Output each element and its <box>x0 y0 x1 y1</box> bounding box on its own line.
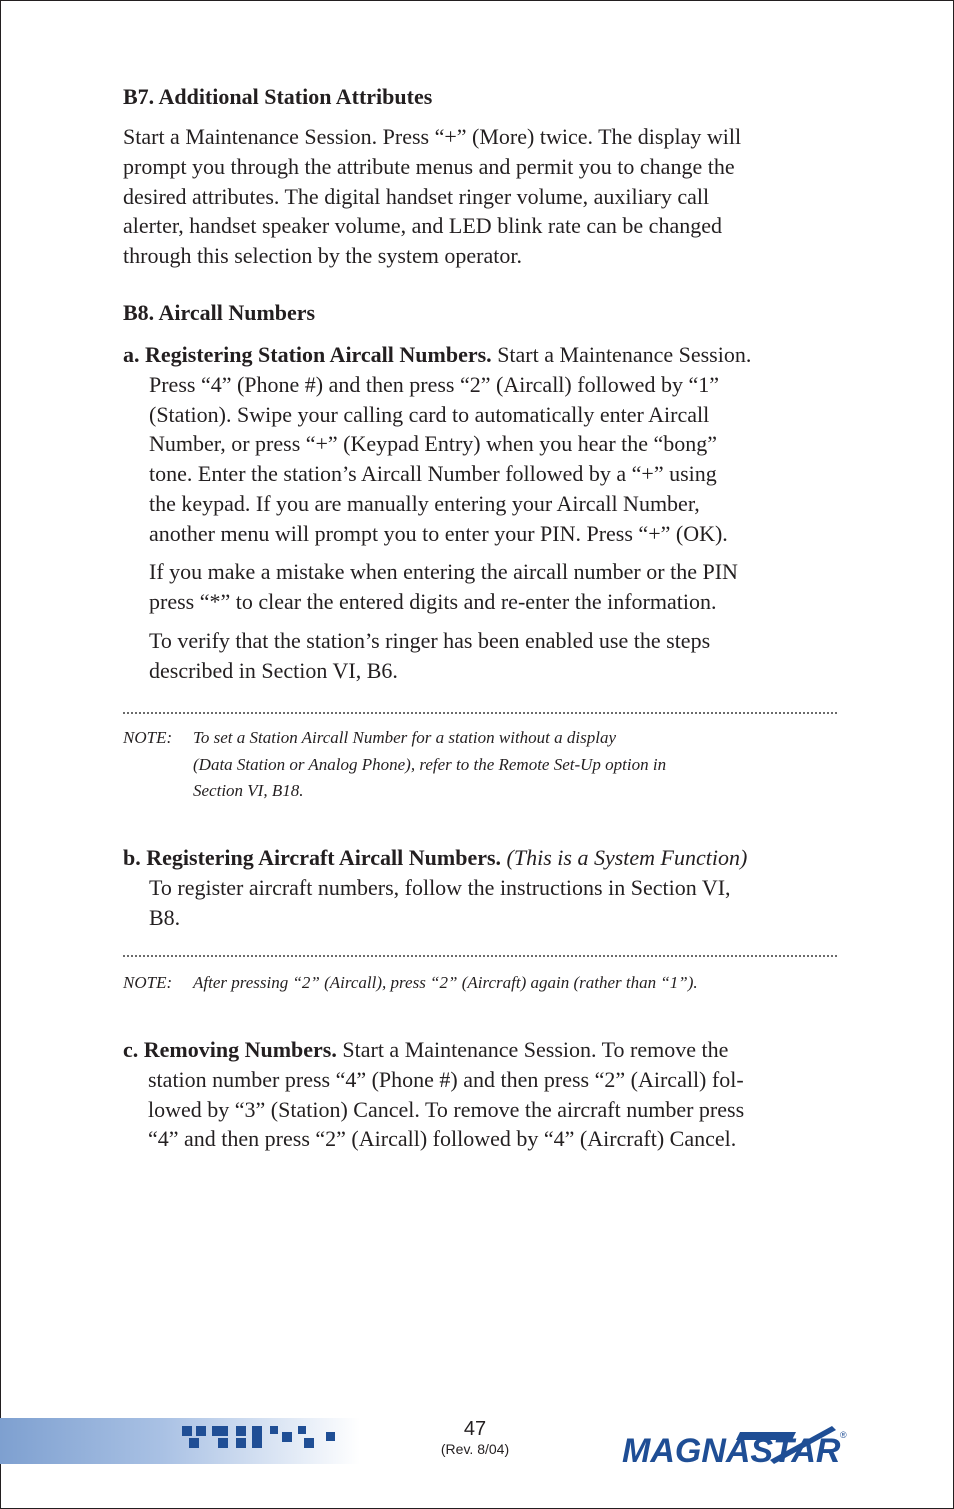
text-line: tone. Enter the station’s Aircall Number followed by a “+” using <box>149 461 717 487</box>
dotted-divider <box>123 955 837 957</box>
text-line: “4” and then press “2” (Aircall) followed by “4” (Aircraft) Cancel. <box>148 1126 737 1152</box>
note-1 <box>123 725 666 805</box>
text-line: To register aircraft numbers, follow the instructions in Section VI, <box>149 874 731 900</box>
note-text: To set a Station Aircall Number for a station without a display <box>193 728 616 747</box>
text-line: through this selection by the system operator. <box>123 243 522 269</box>
text-line: If you make a mistake when entering the aircall number or the PIN <box>149 559 738 584</box>
list-item-a <box>123 340 751 549</box>
text-line: Press “4” (Phone #) and then press “2” (Aircall) followed by “1” <box>149 371 719 397</box>
item-title: Registering Aircraft Aircall Numbers. <box>146 845 502 870</box>
page-number: 47 <box>463 1418 487 1440</box>
text-line: prompt you through the attribute menus and permit you to change the <box>123 153 735 179</box>
text-line: B8. <box>149 904 181 930</box>
item-marker: a. <box>123 342 140 367</box>
item-text: (This is a System Function) <box>506 845 748 870</box>
item-title: Registering Station Aircall Numbers. <box>145 342 492 367</box>
note-text: After pressing “2” (Aircall), press “2” (Aircraft) again (rather than “1”). <box>193 973 698 992</box>
page-number-block <box>420 1418 530 1458</box>
registered-mark: ® <box>840 1430 847 1440</box>
section-heading-b8: B8. Aircall Numbers <box>123 300 316 325</box>
item-text: Start a Maintenance Session. To remove the <box>336 1037 729 1062</box>
text-line: lowed by “3” (Station) Cancel. To remove the aircraft number press <box>148 1096 745 1122</box>
item-a-paragraph-3 <box>149 626 710 686</box>
section-b7-paragraph <box>123 122 741 271</box>
magnastar-logo <box>620 1420 850 1472</box>
item-title: Removing Numbers. <box>143 1037 337 1062</box>
item-a-paragraph-2 <box>149 557 738 617</box>
magnastar-logo-mark <box>620 1420 850 1472</box>
note-2 <box>123 970 698 997</box>
dotted-divider <box>123 712 837 714</box>
note-label: NOTE: <box>123 728 173 747</box>
note-text: (Data Station or Analog Phone), refer to the Remote Set-Up option in <box>193 754 667 774</box>
text-line: Number, or press “+” (Keypad Entry) when you hear the “bong” <box>149 431 718 457</box>
item-marker: b. <box>123 845 141 870</box>
revision-label: (Rev. 8/04) <box>440 1441 510 1457</box>
logo-wordmark: MAGNASTAR <box>622 1432 841 1470</box>
item-marker: c. <box>123 1037 139 1062</box>
note-label: NOTE: <box>123 973 173 992</box>
section-heading-b7: B7. Additional Station Attributes <box>123 84 433 109</box>
text-line: To verify that the station’s ringer has been enabled use the steps <box>149 628 711 653</box>
text-line: described in Section VI, B6. <box>149 657 398 683</box>
text-line: another menu will prompt you to enter your PIN. Press “+” (OK). <box>149 520 728 546</box>
text-line: Start a Maintenance Session. Press “+” (More) twice. The display will <box>123 124 742 149</box>
text-line: station number press “4” (Phone #) and then press “2” (Aircall) fol- <box>148 1066 744 1092</box>
text-line: (Station). Swipe your calling card to automatically enter Aircall <box>149 401 710 427</box>
text-line: the keypad. If you are manually entering your Aircall Number, <box>149 490 700 516</box>
text-line: alerter, handset speaker volume, and LED blink rate can be changed <box>123 213 722 239</box>
item-text: Start a Maintenance Session. <box>491 342 752 367</box>
list-item-b <box>123 843 747 932</box>
text-line: desired attributes. The digital handset ringer volume, auxiliary call <box>123 183 710 209</box>
list-item-c <box>123 1035 744 1154</box>
text-line: press “*” to clear the entered digits and re-enter the information. <box>149 588 717 614</box>
note-text: Section VI, B18. <box>193 781 304 800</box>
